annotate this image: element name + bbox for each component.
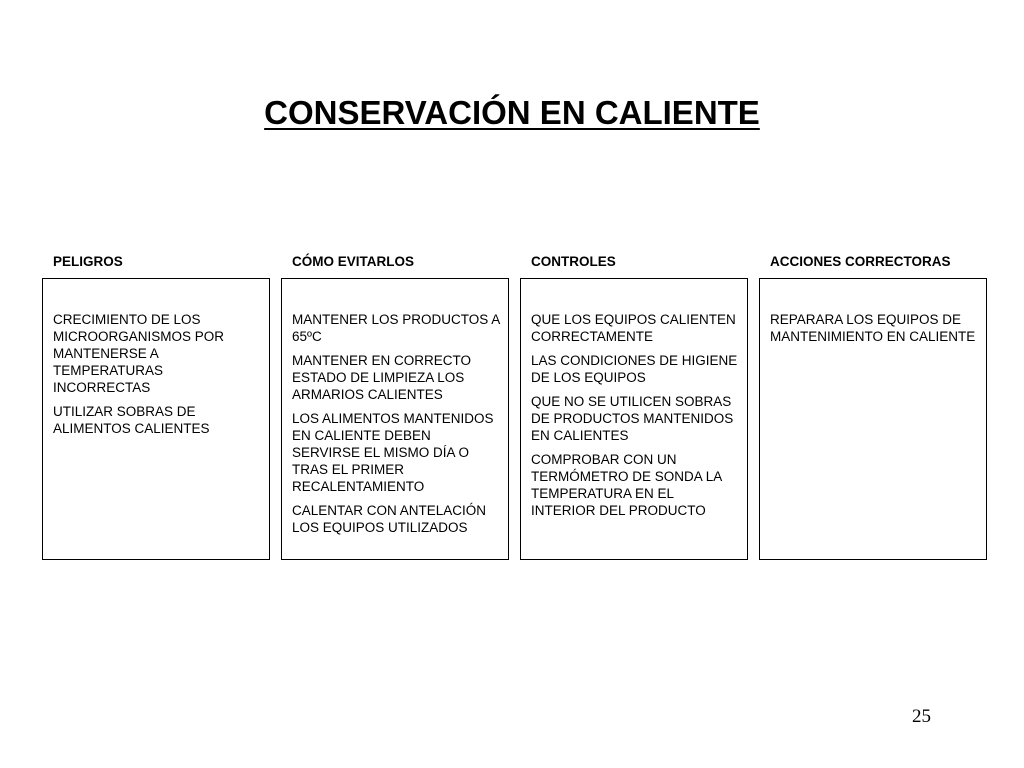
column-box-peligros <box>42 278 270 560</box>
list-item: COMPROBAR CON UN TERMÓMETRO DE SONDA LA TEMPERATURA EN EL INTERIOR DEL PRODUCTO <box>531 452 722 518</box>
list-item: CRECIMIENTO DE LOS MICROORGANISMOS POR MANTENERSE A TEMPERATURAS INCORRECTAS <box>53 312 225 395</box>
page-number: 25 <box>912 706 931 727</box>
column-box-acciones-correctoras <box>759 278 987 560</box>
page-title: CONSERVACIÓN EN CALIENTE <box>264 94 760 131</box>
list-item: QUE NO SE UTILICEN SOBRAS DE PRODUCTOS MANTENIDOS EN CALIENTES <box>531 394 734 443</box>
column-header-peligros: PELIGROS <box>53 254 123 269</box>
list-item: LAS CONDICIONES DE HIGIENE DE LOS EQUIPOS <box>531 353 738 385</box>
list-item: LOS ALIMENTOS MANTENIDOS EN CALIENTE DEBEN SERVIRSE EL MISMO DÍA O TRAS EL PRIMER RECALENTAMIENTO <box>292 411 494 494</box>
list-item: MANTENER EN CORRECTO ESTADO DE LIMPIEZA LOS ARMARIOS CALIENTES <box>292 353 472 402</box>
column-box-como-evitarlos <box>281 278 509 560</box>
list-item: MANTENER LOS PRODUCTOS A 65ºC <box>292 312 500 344</box>
list-item: QUE LOS EQUIPOS CALIENTEN CORRECTAMENTE <box>531 312 736 344</box>
list-item: CALENTAR CON ANTELACIÓN LOS EQUIPOS UTILIZADOS <box>292 503 487 535</box>
column-header-como-evitarlos: CÓMO EVITARLOS <box>292 254 415 269</box>
list-item: UTILIZAR SOBRAS DE ALIMENTOS CALIENTES <box>53 404 210 436</box>
column-header-acciones-correctoras: ACCIONES CORRECTORAS <box>770 254 951 269</box>
column-box-controles <box>520 278 748 560</box>
column-header-controles: CONTROLES <box>531 254 616 269</box>
list-item: REPARARA LOS EQUIPOS DE MANTENIMIENTO EN CALIENTE <box>770 312 976 344</box>
